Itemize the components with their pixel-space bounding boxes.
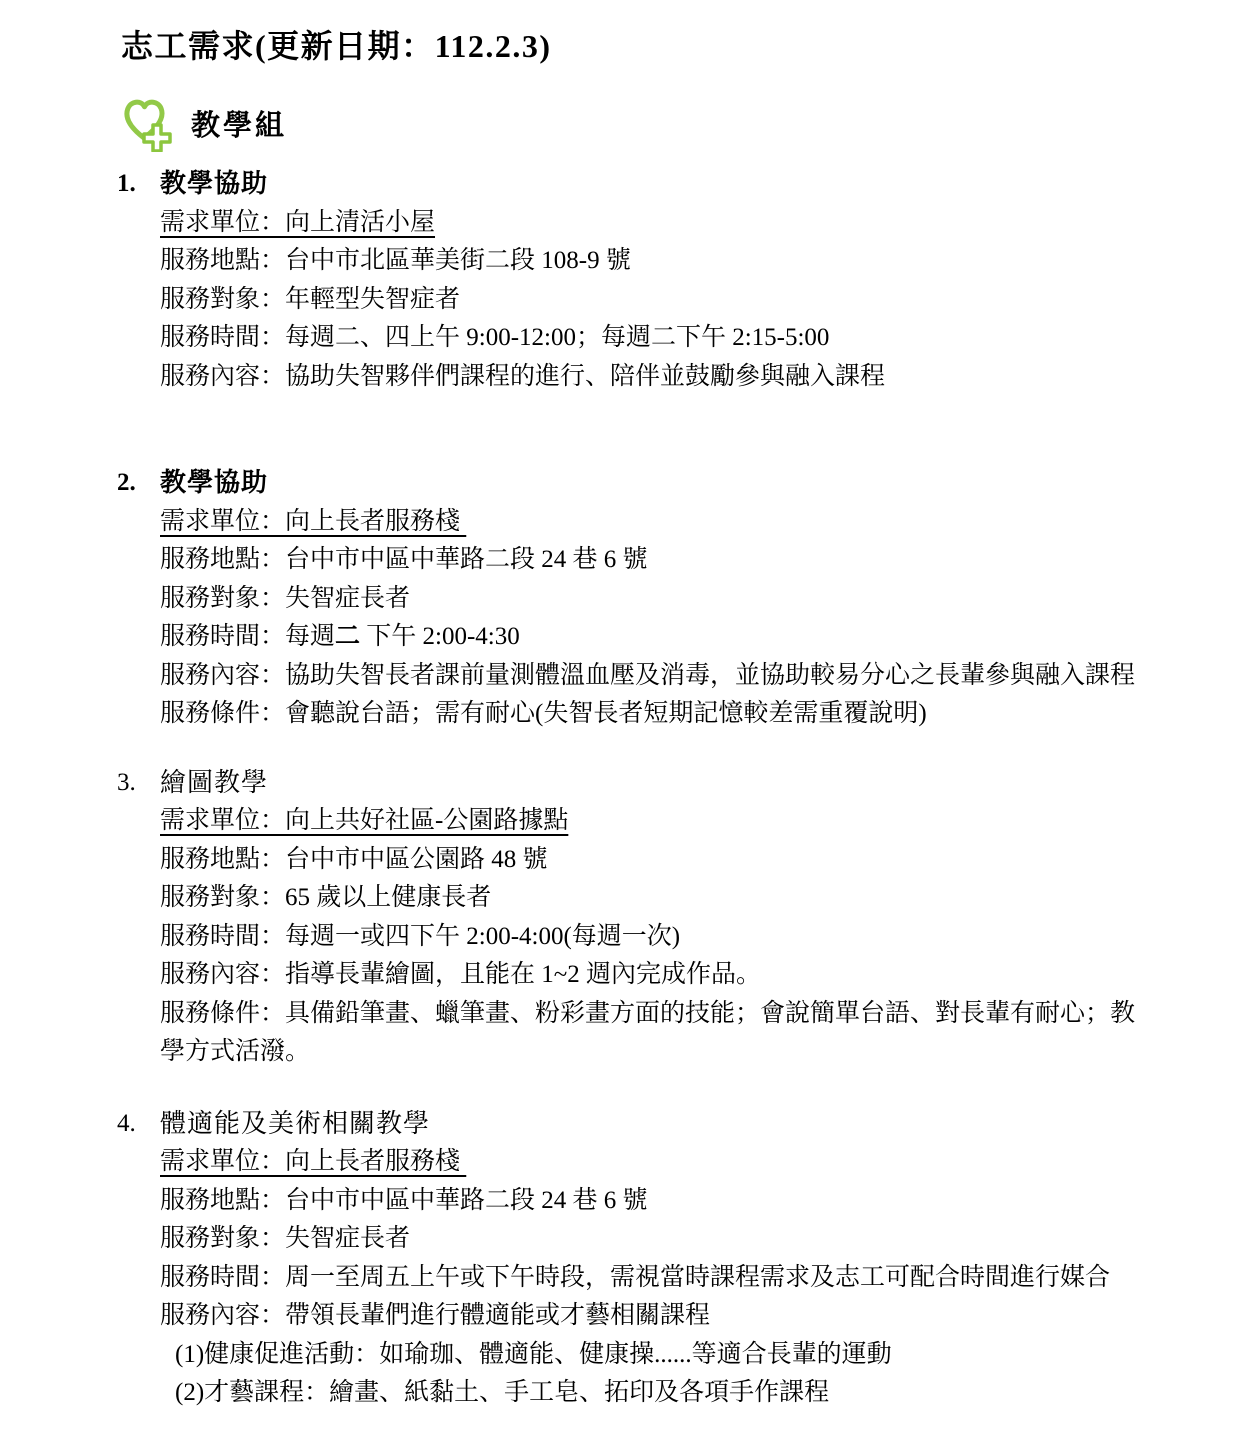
detail-line: 服務內容：協助失智長者課前量測體溫血壓及消毒，並協助較易分心之長輩參與融入課程 [160,661,1136,689]
detail-line: 服務對象：失智症長者 [160,584,411,612]
detail-line: 服務內容：協助失智夥伴們課程的進行、陪伴並鼓勵參與融入課程 [160,362,886,390]
detail-line [160,618,1145,657]
section-header [117,1105,1240,1144]
section-title: 繪圖教學 [160,767,269,797]
section-title: 教學協助 [160,468,269,497]
detail-lines [160,802,1145,1072]
detail-line: 需求單位：向上共好社區-公園路據點 [160,807,569,834]
job-section [117,764,1240,1072]
detail-line: 服務時間：每週二、四上午 9:00-12:00；每週二下午 2:15-5:00 [160,324,830,351]
detail-line: 服務內容：帶領長輩們進行體適能或才藝相關課程 [160,1302,711,1329]
detail-line-segment: 下午 2:00-4:30 [360,623,520,650]
section-number: 1. [117,170,136,197]
section-title: 體適能及美術相關教學 [160,1108,431,1138]
job-section [117,1105,1240,1413]
detail-line: 服務對象：失智症長者 [160,1225,411,1252]
detail-line: 服務條件：會聽說台語；需有耐心(失智長者短期記憶較差需重覆說明) [160,700,927,727]
section-number: 2. [117,469,136,496]
detail-line-segment: 二 [335,623,361,650]
detail-line: 服務對象：65 歲以上健康長者 [160,884,492,911]
detail-line: (2)才藝課程：繪畫、紙黏土、手工皂、拓印及各項手作課程 [175,1379,830,1406]
heart-plus-icon [121,94,175,152]
section-header [117,464,1240,503]
document-title: 志工需求(更新日期：112.2.3) [121,28,552,64]
detail-line: 服務地點：台中市中區中華路二段 24 巷 6 號 [160,546,648,573]
detail-line: 服務地點：台中市中區中華路二段 24 巷 6 號 [160,1186,648,1214]
section-number: 3. [117,768,136,796]
detail-line: 服務條件：具備鉛筆畫、蠟筆畫、粉彩畫方面的技能；會說簡單台語、對長輩有耐心；教學方式活潑。 [160,999,1136,1065]
detail-lines [160,503,1145,734]
detail-line-segment: 服務時間：每週 [160,623,336,650]
detail-lines [160,204,1145,397]
group-label: 教學組 [191,109,288,142]
section-header [117,165,1240,204]
detail-line: 服務內容：指導長輩繪圖，且能在 1~2 週內完成作品。 [160,961,762,988]
detail-line: 服務對象：年輕型失智症者 [160,285,461,313]
detail-line: 服務時間：每週一或四下午 2:00-4:00(每週一次) [160,922,681,950]
job-section [117,165,1240,396]
detail-line: 服務地點：台中市北區華美街二段 108-9 號 [160,247,631,274]
sections-list [117,165,1240,1413]
detail-line: 需求單位：向上長者服務棧 [160,1148,467,1175]
job-section [117,464,1240,734]
detail-lines [160,1143,1145,1413]
detail-line: 服務地點：台中市中區公園路 48 號 [160,845,548,873]
detail-line: 需求單位：向上長者服務棧 [160,507,467,535]
detail-line: 需求單位：向上清活小屋 [160,208,436,236]
detail-line: (1)健康促進活動：如瑜珈、體適能、健康操......等適合長輩的運動 [175,1340,892,1368]
detail-line: 服務時間：周一至周五上午或下午時段，需視當時課程需求及志工可配合時間進行媒合 [160,1263,1111,1291]
section-title: 教學協助 [160,169,269,198]
section-header [117,764,1240,803]
section-number: 4. [117,1109,136,1137]
group-heading [121,94,1240,152]
